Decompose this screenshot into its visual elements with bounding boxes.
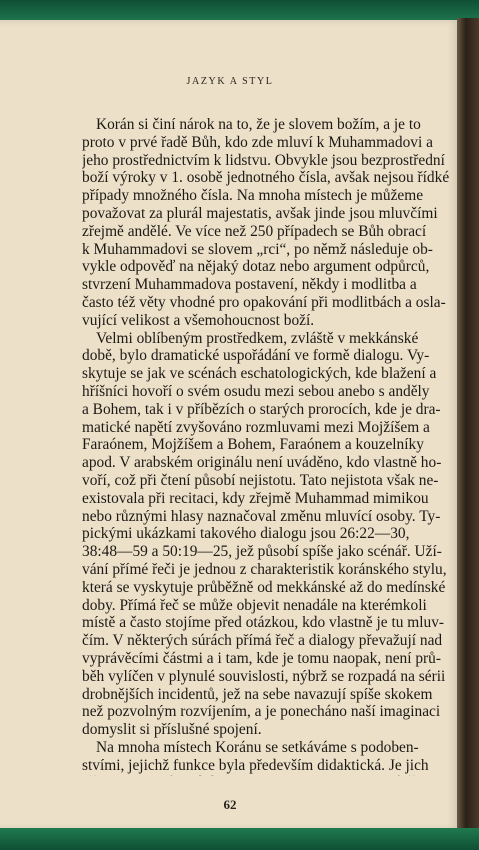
text-line: Na mnoha místech Koránu se setkáváme s podoben- bbox=[96, 738, 419, 756]
text-line: proto v prvé řadě Bůh, kdo zde mluví k Muhammadovi a bbox=[82, 133, 433, 151]
text-line: boží výroky v 1. osobě jednotného čísla, avšak nejsou řídké bbox=[82, 169, 450, 187]
text-line: době, bylo dramatické uspořádání ve formě dialogu. Vy- bbox=[82, 347, 430, 365]
text-line: běh vylíčen v plynulé souvislosti, nýbrž se rozpadá na sérii bbox=[82, 667, 446, 685]
text-line: skytuje se jak ve scénách eschatologických, kde blažení a bbox=[82, 365, 437, 383]
text-line: Faraónem, Mojžíšem a Bohem, Faraónem a kouzelníky bbox=[82, 436, 424, 454]
text-line: místě a často stojíme před otázkou, kdo vlastně je tu mluv- bbox=[82, 614, 445, 632]
text-line: vykle odpověď na nějaký dotaz nebo argument odpůrců, bbox=[82, 258, 430, 276]
text-line: jeho prostřednictvím k lidstvu. Obvykle jsou bezprostřední bbox=[82, 151, 445, 169]
text-line: hříšníci hovoří o svém osudu mezi sebou anebo s anděly bbox=[82, 382, 430, 400]
text-line: která se vyskytuje průběžně od mekkánské až do medínské bbox=[82, 578, 446, 596]
text-line: apod. V arabském originálu není uváděno, kdo vlastně ho- bbox=[82, 454, 442, 472]
text-line: stvími, jejichž funkce byla především didaktická. Je jich bbox=[82, 756, 429, 774]
text-line: zřejmě andělé. Ve více než 250 případech se Bůh obrací bbox=[82, 222, 427, 240]
text-line: považovat za plurál majestatis, avšak jinde jsou mluvčími bbox=[82, 204, 438, 222]
book-cover-bottom-edge bbox=[0, 828, 479, 850]
text-line: nebo různými hlasy naznačoval změnu mluvící osoby. Ty- bbox=[82, 507, 441, 525]
text-line: než pozvolným rozvíjením, a je ponecháno naší imaginaci bbox=[82, 703, 441, 721]
text-line: Korán si činí nárok na to, že je slovem božím, a je to bbox=[96, 116, 421, 133]
text-line: vání přímé řeči je jednou z charakteristik koránského stylu, bbox=[82, 560, 447, 578]
text-line: často též věty vhodné pro opakování při modlitbách a osla- bbox=[82, 293, 446, 311]
page-number: 62 bbox=[223, 797, 237, 812]
text-line: vyprávěcími částmi a i tam, kde je tomu naopak, není prů- bbox=[82, 649, 442, 667]
book-page bbox=[0, 20, 460, 830]
text-line: případy množného čísla. Na mnoha místech je můžeme bbox=[82, 187, 424, 205]
text-line: Velmi oblíbeným prostředkem, zvláště v mekkánské bbox=[96, 329, 419, 347]
text-line: stvrzení Muhammadova postavení, někdy i modlitba a bbox=[82, 276, 417, 294]
text-line: a Bohem, tak i v příbězích o starých prorocích, kde je dra- bbox=[82, 400, 441, 418]
text-line: 38:48—59 a 50:19—25, jež působí spíše jako scénář. Uží- bbox=[82, 543, 442, 561]
text-line: vující velikost a všemohoucnost boží. bbox=[82, 311, 315, 329]
text-line: k Muhammadovi se slovem „rci“, po němž následuje ob- bbox=[82, 240, 433, 258]
text-line: existovala při recitaci, kdy zřejmě Muhammad mimikou bbox=[82, 489, 429, 507]
page-stack-edge bbox=[457, 18, 479, 832]
text-line: voří, což při čtení působí nejistotu. Tato nejistota však ne- bbox=[82, 471, 439, 489]
running-head: JAZYK A STYL bbox=[186, 76, 274, 87]
body-text bbox=[82, 116, 462, 776]
text-line: drobnějších incidentů, jež na sebe navazují spíše skokem bbox=[82, 685, 433, 703]
text-line: doby. Přímá řeč se může objevit nenadále na kterémkoli bbox=[82, 596, 427, 614]
text-line: čím. V některých súrách přímá řeč a dialogy převažují nad bbox=[82, 632, 443, 650]
text-line: domyslit si příslušné spojení. bbox=[82, 721, 262, 739]
text-line bbox=[82, 774, 462, 776]
text-line: matické napětí zvyšováno rozmluvami mezi Mojžíšem a bbox=[82, 418, 430, 436]
text-line: pickými ukázkami takového dialogu jsou 26:22—30, bbox=[82, 525, 410, 543]
